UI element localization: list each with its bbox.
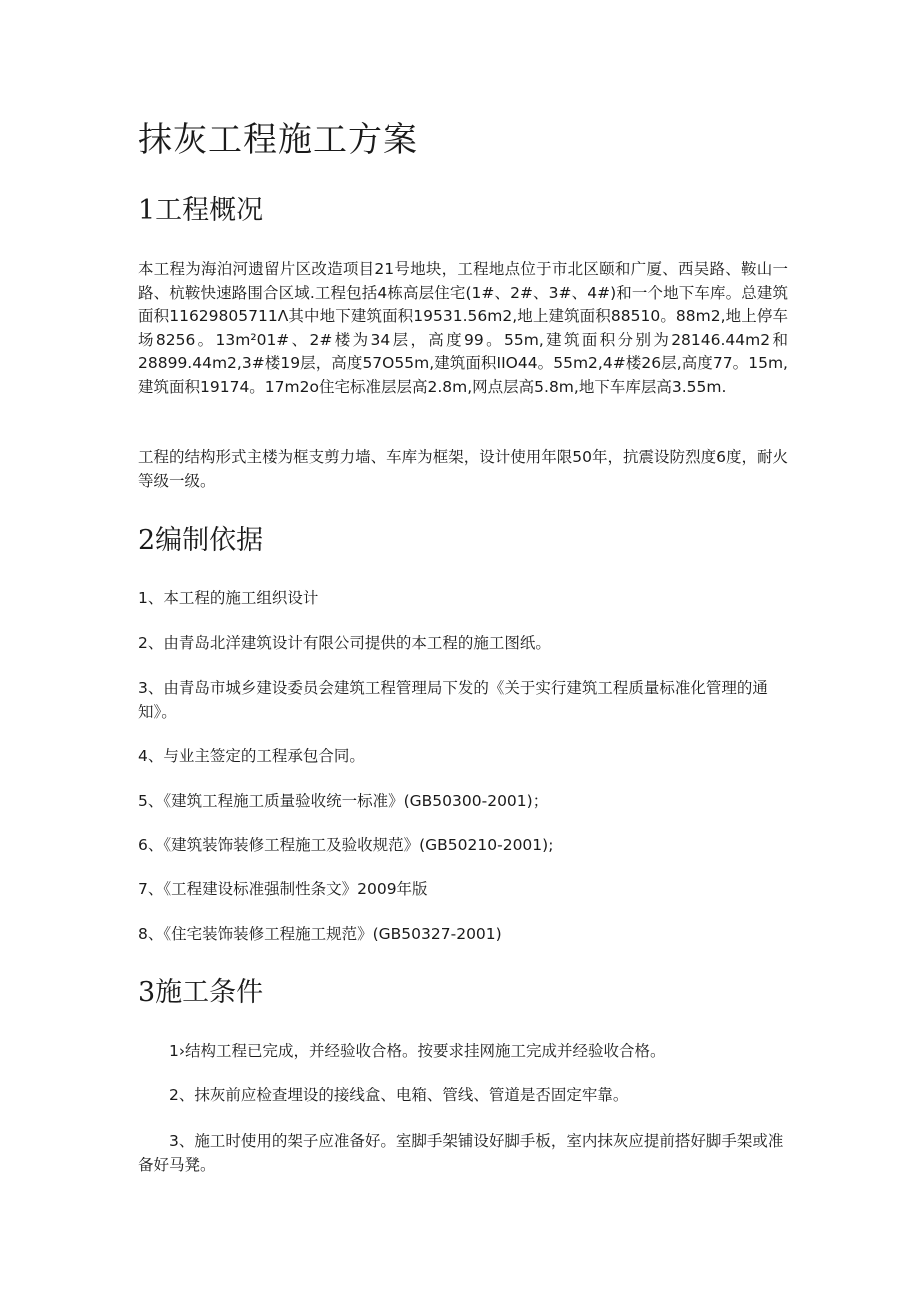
paragraph-overview-2: 工程的结构形式主楼为框支剪力墙、车库为框架，设计使用年限50年，抗震设防烈度6度，耐火等级一级。 xyxy=(138,448,788,490)
basis-item-2: 2、由青岛北洋建筑设计有限公司提供的本工程的施工图纸。 xyxy=(138,634,551,652)
basis-item-8: 8、《住宅装饰装修工程施工规范》(GB50327-2001) xyxy=(138,925,502,943)
basis-item-6: 6、《建筑装饰装修工程施工及验收规范》(GB50210-2001); xyxy=(138,836,554,854)
condition-item-3: 3、施工时使用的架子应准备好。室脚手架铺设好脚手板，室内抹灰应提前搭好脚手架或准备好马凳。 xyxy=(138,1132,784,1174)
basis-item-7: 7、《工程建设标准强制性条文》2009年版 xyxy=(138,880,428,898)
section-heading-basis: 2编制依据 xyxy=(138,525,264,556)
section-heading-overview: 1工程概况 xyxy=(138,195,264,226)
basis-item-1: 1、本工程的施工组织设计 xyxy=(138,589,319,607)
basis-item-5: 5、《建筑工程施工质量验收统一标准》(GB50300-2001)； xyxy=(138,792,549,810)
document-title: 抹灰工程施工方案 xyxy=(138,120,418,160)
basis-item-4: 4、与业主签定的工程承包合同。 xyxy=(138,747,365,765)
paragraph-overview-1: 本工程为海泊河遗留片区改造项目21号地块，工程地点位于市北区颐和广厦、西吴路、鞍山一路、杭鞍快速路围合区域.工程包括4栋高层住宅(1#、2#、3#、4#)和一个地下车库。总建筑面积11629805711Λ其中地下建筑面积19531.56m2,地上建筑面积88510。88m2,地上停车场8256。13m²01#、2#楼为34层，高度99。55m,建筑面积分别为28146.44m2和28899.44m2,3#楼19层，高度57O55m,建筑面积IIO44。55m2,4#楼26层,高度77。15m,建筑面积19174。17m2o住宅标准层层高2.8m,网点层高5.8m,地下车库层高3.55m. xyxy=(138,260,788,396)
condition-item-2: 2、抹灰前应检查埋设的接线盒、电箱、管线、管道是否固定牢靠。 xyxy=(169,1086,629,1104)
condition-item-1: 1›结构工程已完成，并经验收合格。按要求挂网施工完成并经验收合格。 xyxy=(169,1042,666,1060)
section-heading-conditions: 3施工条件 xyxy=(138,977,264,1008)
basis-item-3: 3、由青岛市城乡建设委员会建筑工程管理局下发的《关于实行建筑工程质量标准化管理的通知》。 xyxy=(138,679,768,721)
